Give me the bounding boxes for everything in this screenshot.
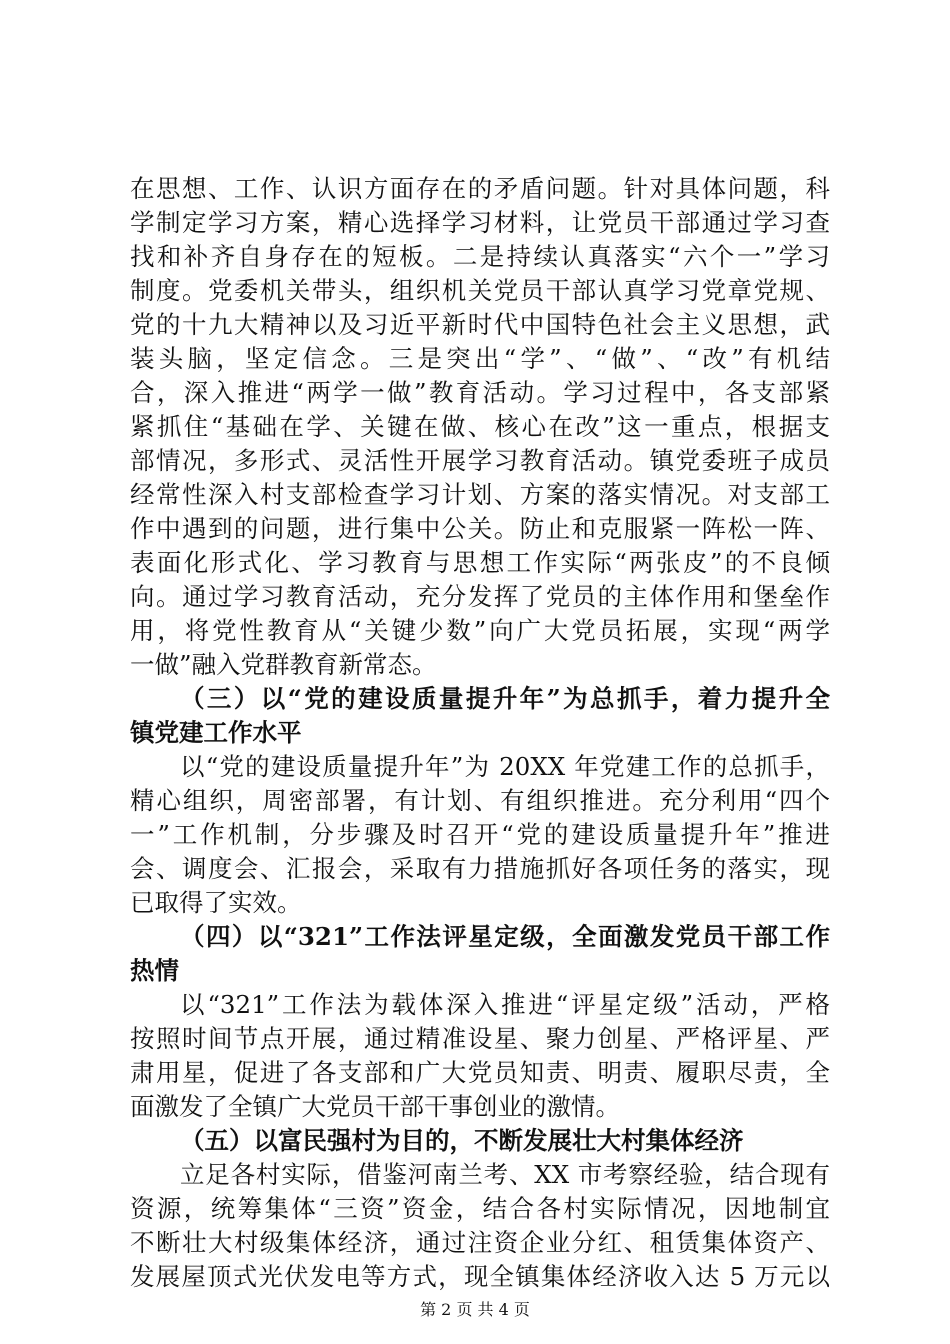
body-line: 面激发了全镇广大党员干部干事创业的激情。 (130, 1092, 620, 1121)
body-line: 资源，统筹集体“三资”资金，结合各村实际情况，因地制宜 (130, 1194, 830, 1223)
body-line: 紧抓住“基础在学、关键在做、核心在改”这一重点，根据支 (130, 412, 830, 441)
body-line: 用，将党性教育从“关键少数”向广大党员拓展，实现“两学 (130, 616, 830, 645)
body-line: 按照时间节点开展，通过精准设星、聚力创星、严格评星、严 (130, 1024, 830, 1053)
body-line: 一做”融入党群教育新常态。 (130, 650, 437, 679)
body-line: 向。通过学习教育活动，充分发挥了党员的主体作用和堡垒作 (130, 582, 830, 611)
body-line: 会、调度会、汇报会，采取有力措施抓好各项任务的落实，现 (130, 854, 830, 883)
section-heading: 镇党建工作水平 (130, 718, 302, 747)
body-line: 精心组织，周密部署，有计划、有组织推进。充分利用“四个 (130, 786, 830, 815)
section-heading: 热情 (130, 956, 179, 985)
body-line: 不断壮大村级集体经济，通过注资企业分红、租赁集体资产、 (130, 1228, 830, 1257)
page-footer (0, 1300, 950, 1320)
section-heading: （五）以富民强村为目的，不断发展壮大村集体经济 (180, 1126, 744, 1155)
body-line: 经常性深入村支部检查学习计划、方案的落实情况。对支部工 (130, 480, 830, 509)
body-line: 发展屋顶式光伏发电等方式，现全镇集体经济收入达 5 万元以 (130, 1262, 830, 1291)
body-line: 立足各村实际，借鉴河南兰考、XX 市考察经验，结合现有 (180, 1160, 830, 1189)
body-line: 学制定学习方案，精心选择学习材料，让党员干部通过学习查 (130, 208, 830, 237)
body-line: 装头脑，坚定信念。三是突出“学”、“做”、“改”有机结 (130, 344, 830, 373)
body-line: 部情况，多形式、灵活性开展学习教育活动。镇党委班子成员 (130, 446, 830, 475)
body-line: 在思想、工作、认识方面存在的矛盾问题。针对具体问题，科 (130, 174, 830, 203)
body-line: 作中遇到的问题，进行集中公关。防止和克服紧一阵松一阵、 (130, 514, 830, 543)
body-line: 已取得了实效。 (130, 888, 302, 917)
body-line: 以“党的建设质量提升年”为 20XX 年党建工作的总抓手， (180, 752, 830, 781)
body-line: 以“321”工作法为载体深入推进“评星定级”活动，严格 (180, 990, 830, 1019)
body-line: 党的十九大精神以及习近平新时代中国特色社会主义思想，武 (130, 310, 830, 339)
body-line: 一”工作机制，分步骤及时召开“党的建设质量提升年”推进 (130, 820, 830, 849)
body-line: 合，深入推进“两学一做”教育活动。学习过程中，各支部紧 (130, 378, 830, 407)
body-line: 表面化形式化、学习教育与思想工作实际“两张皮”的不良倾 (130, 548, 830, 577)
page-number: 第 2 页 共 4 页 (420, 1300, 530, 1319)
section-heading: （四）以“321”工作法评星定级，全面激发党员干部工作 (180, 922, 830, 951)
body-line: 找和补齐自身存在的短板。二是持续认真落实“六个一”学习 (130, 242, 830, 271)
body-line: 制度。党委机关带头，组织机关党员干部认真学习党章党规、 (130, 276, 830, 305)
section-heading: （三）以“党的建设质量提升年”为总抓手，着力提升全 (180, 684, 830, 713)
body-line: 肃用星，促进了各支部和广大党员知责、明责、履职尽责，全 (130, 1058, 830, 1087)
